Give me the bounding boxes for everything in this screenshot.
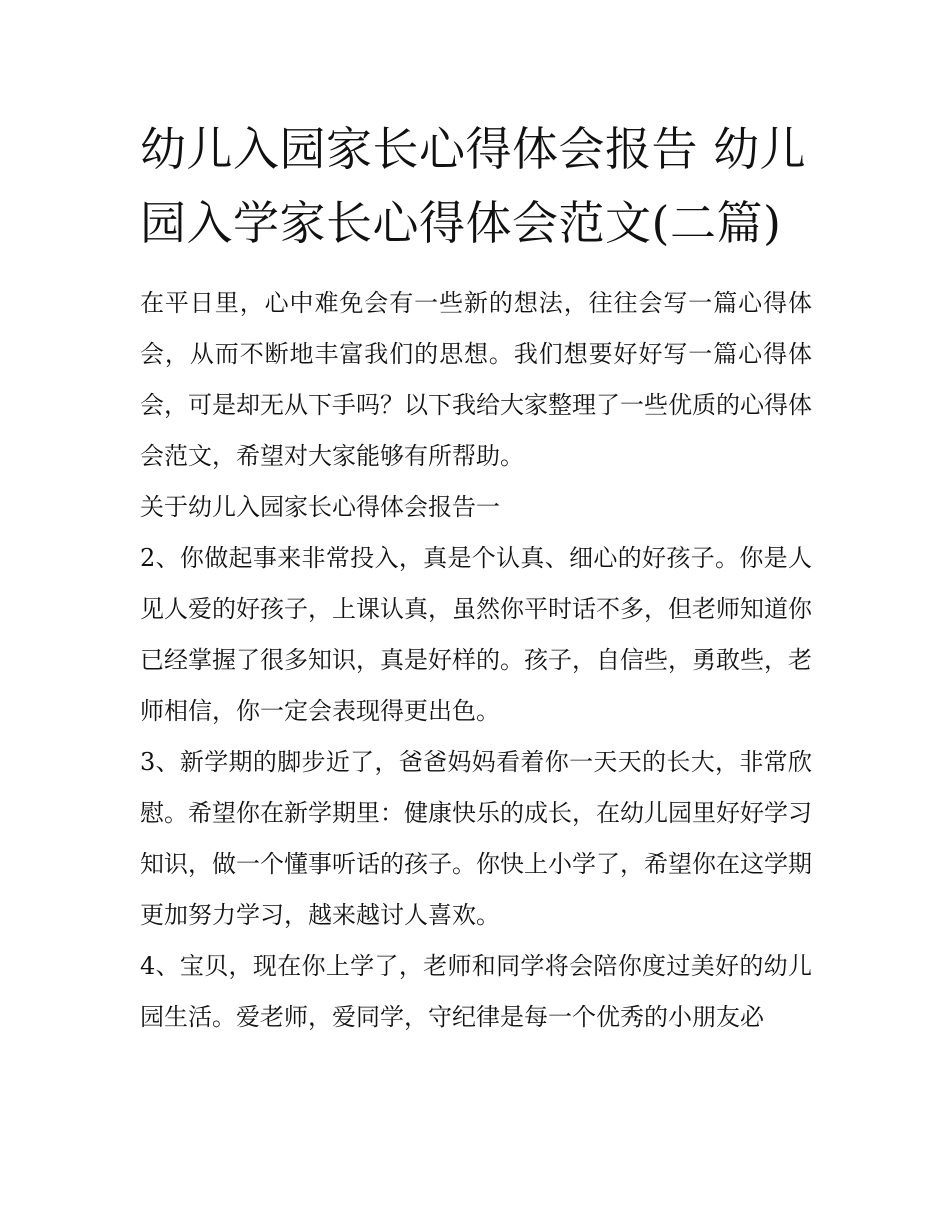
item-paragraph-3: 3、新学期的脚步近了，爸爸妈妈看着你一天天的长大，非常欣慰。希望你在新学期里：健康快乐的成长，在幼儿园里好好学习知识，做一个懂事听话的孩子。你快上小学了，希望你在这学期更加努力学习，越来越讨人喜欢。 — [140, 748, 812, 929]
document-title: 幼儿入园家长心得体会报告 幼儿园入学家长心得体会范文(二篇) — [140, 122, 807, 250]
intro-paragraph: 在平日里，心中难免会有一些新的想法，往往会写一篇心得体会，从而不断地丰富我们的思想。我们想要好好写一篇心得体会，可是却无从下手吗？以下我给大家整理了一些优质的心得体会范文，希望对大家能够有所帮助。 — [140, 289, 812, 470]
section-heading: 关于幼儿入园家长心得体会报告一 — [140, 493, 500, 521]
item-paragraph-2: 2、你做起事来非常投入，真是个认真、细心的好孩子。你是人见人爱的好孩子，上课认真，虽然你平时话不多，但老师知道你已经掌握了很多知识，真是好样的。孩子，自信些，勇敢些，老师相信，你一定会表现得更出色。 — [140, 544, 812, 725]
document-page — [140, 112, 812, 1043]
item-paragraph-4: 4、宝贝，现在你上学了，老师和同学将会陪你度过美好的幼儿园生活。爱老师，爱同学，守纪律是每一个优秀的小朋友必 — [140, 952, 812, 1031]
